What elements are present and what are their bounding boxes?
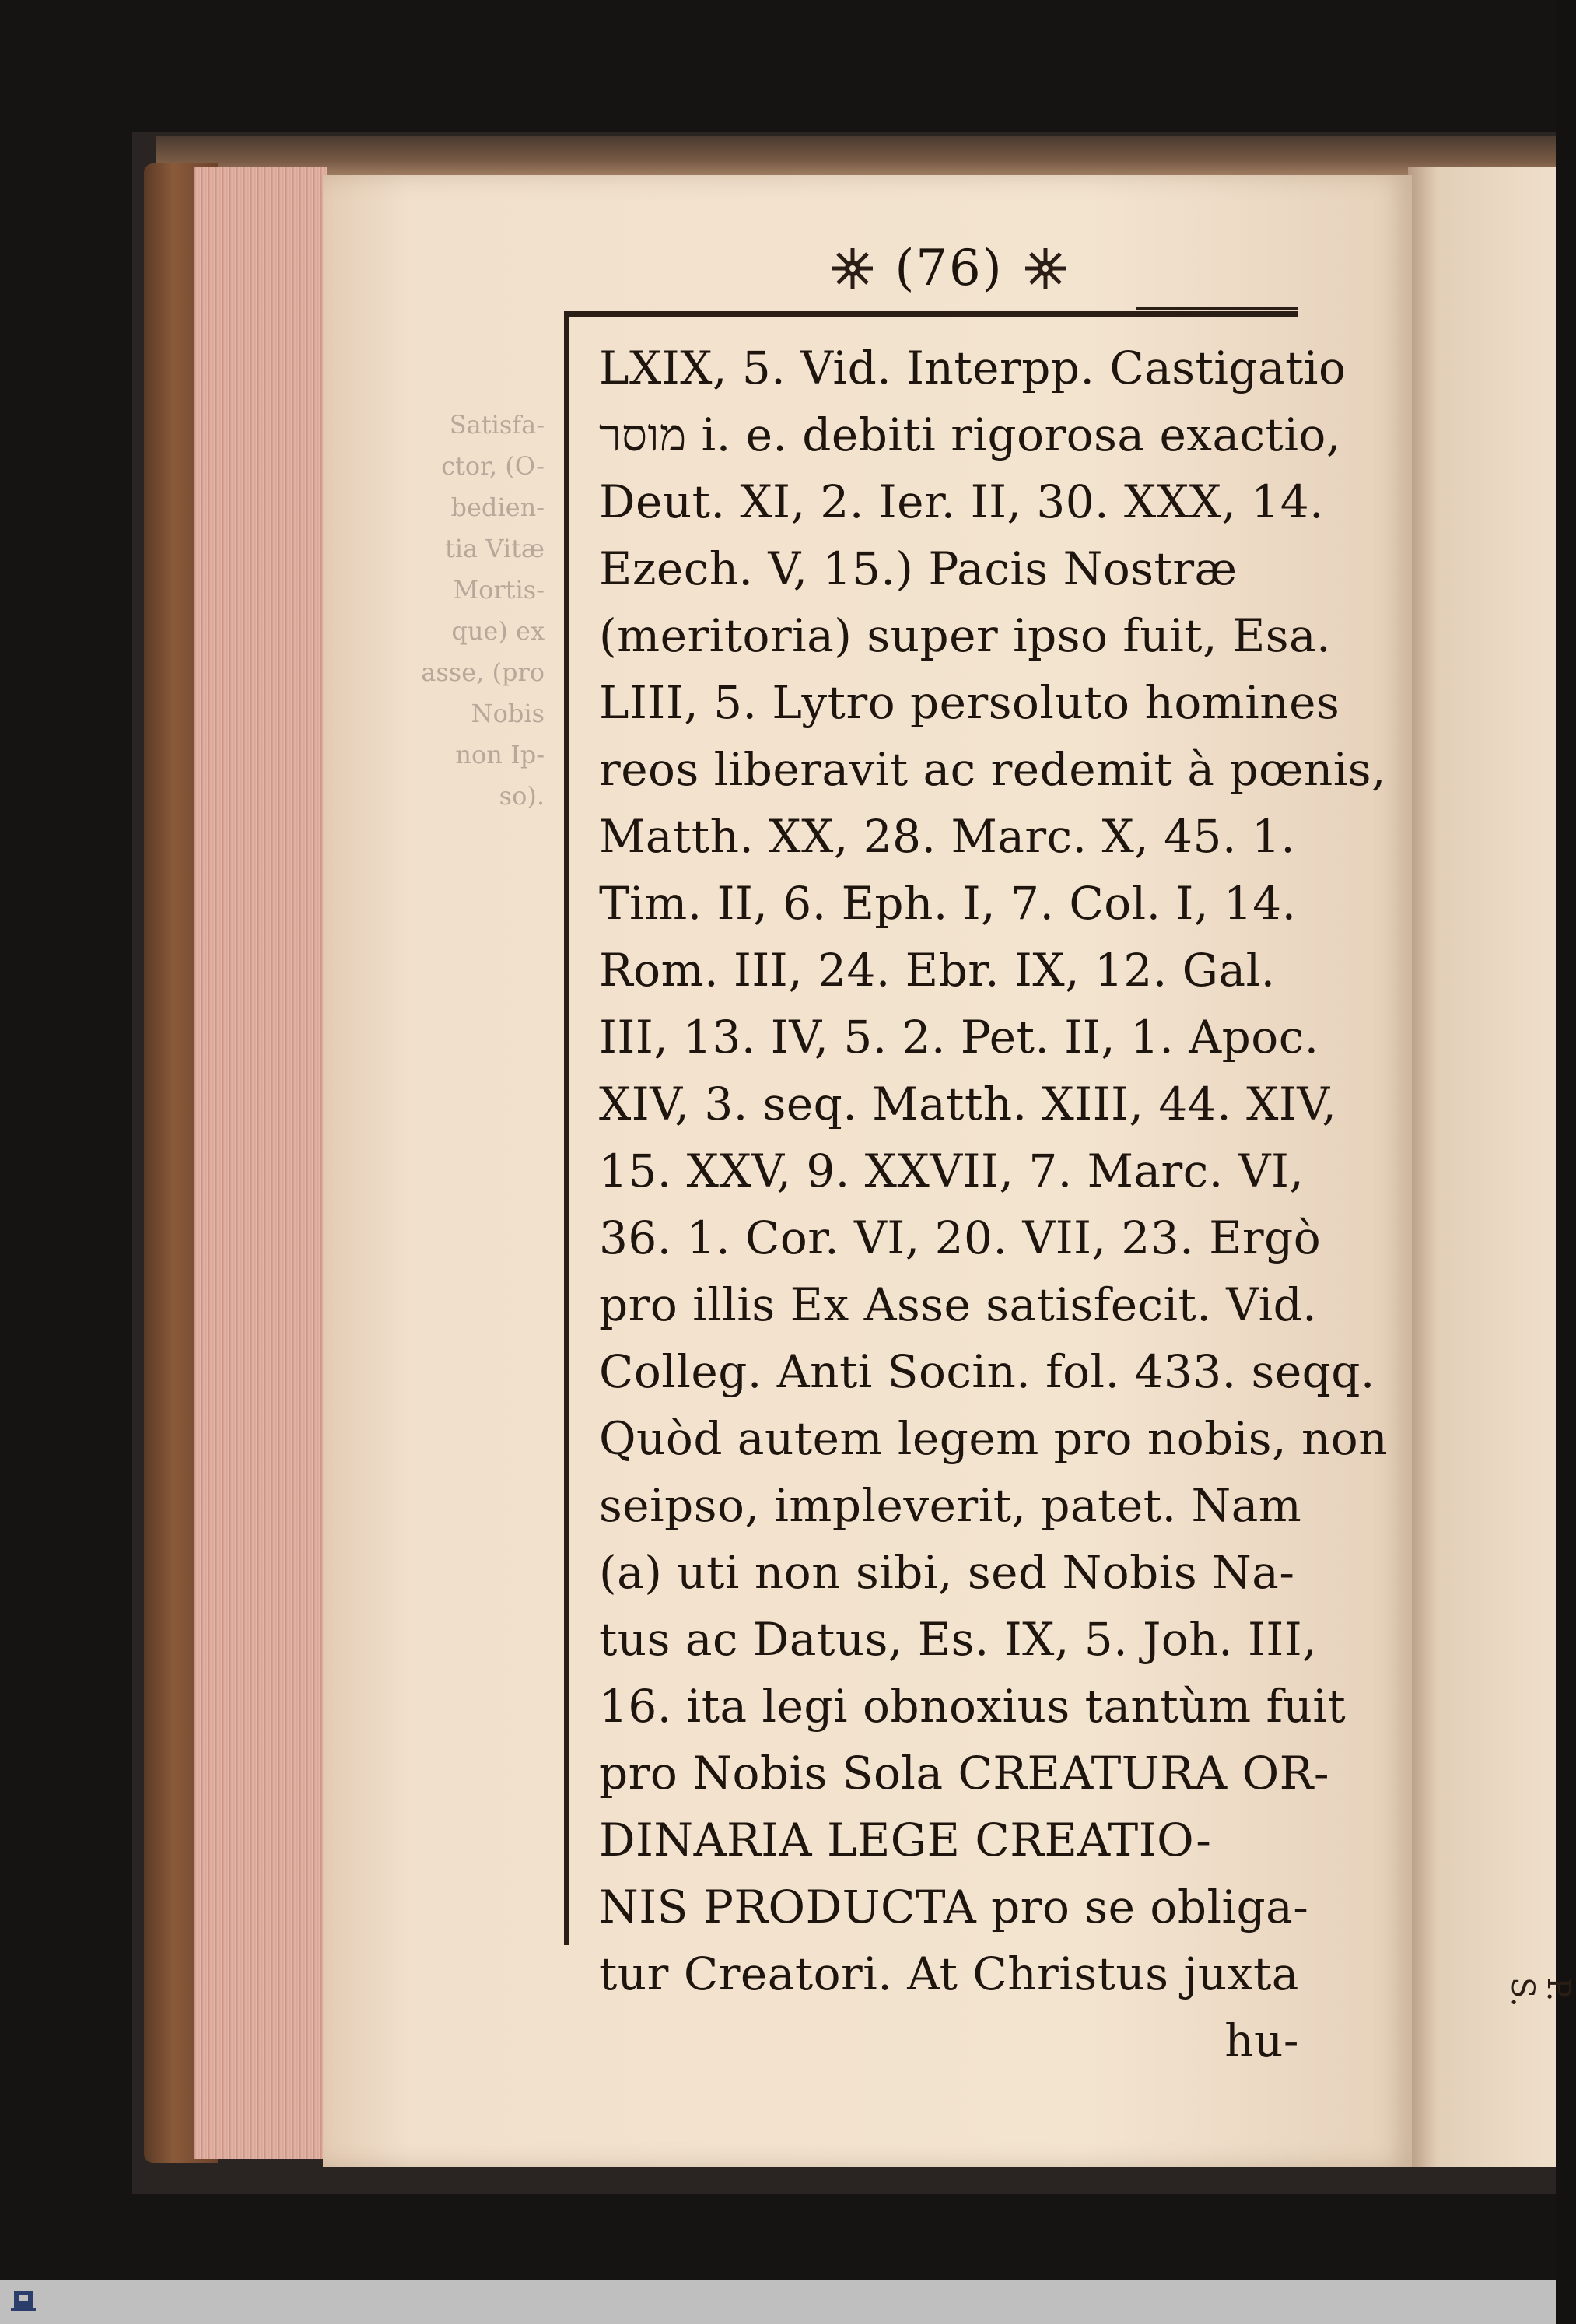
floral-ornament-icon bbox=[829, 245, 876, 292]
ghost-line: bedien- bbox=[450, 492, 545, 522]
text-line: LXIX, 5. Vid. Interpp. Castigatio bbox=[599, 342, 1347, 394]
text-line: Tim. II, 6. Eph. I, 7. Col. I, 14. bbox=[599, 877, 1297, 930]
margin-rule bbox=[564, 311, 569, 1945]
floral-ornament-icon bbox=[1022, 245, 1069, 292]
right-page-fragment: P. S. bbox=[1504, 1977, 1576, 2007]
ghost-line: non Ip- bbox=[455, 740, 545, 769]
text-line: 36. 1. Cor. VI, 20. VII, 23. Ergò bbox=[599, 1211, 1322, 1264]
ghost-line: que) ex bbox=[451, 616, 545, 646]
ghost-line: Satisfa- bbox=[449, 410, 545, 440]
text-line: III, 13. IV, 5. 2. Pet. II, 1. Apoc. bbox=[599, 1011, 1319, 1064]
header-rule bbox=[566, 311, 1298, 317]
header-rule-thick bbox=[1136, 307, 1298, 310]
text-line: (a) uti non sibi, sed Nobis Na- bbox=[599, 1546, 1295, 1599]
text-line: (meritoria) super ipso fuit, Esa. bbox=[599, 609, 1332, 662]
page-block-edge bbox=[194, 167, 327, 2159]
text-line: Deut. XI, 2. Ier. II, 30. XXX, 14. bbox=[599, 475, 1325, 528]
text-line: Colleg. Anti Socin. fol. 433. seqq. bbox=[599, 1345, 1375, 1398]
library-logo-icon bbox=[8, 2286, 39, 2317]
text-line: XIV, 3. seq. Matth. XIII, 44. XIV, bbox=[599, 1078, 1337, 1130]
text-line: 16. ita legi obnoxius tantùm fuit bbox=[599, 1680, 1347, 1733]
ghost-line: tia Vitæ bbox=[444, 534, 545, 563]
text-line: NIS PRODUCTA pro se obliga- bbox=[599, 1881, 1309, 1933]
text-line: tur Creatori. At Christus juxta bbox=[599, 1947, 1299, 2000]
right-page-edge bbox=[1408, 167, 1576, 2167]
text-line: Matth. XX, 28. Marc. X, 45. 1. bbox=[599, 810, 1296, 863]
text-line: pro Nobis Sola CREATURA OR- bbox=[599, 1747, 1329, 1800]
text-line: DINARIA LEGE CREATIO- bbox=[599, 1814, 1212, 1867]
page-header bbox=[786, 237, 1112, 300]
viewer-footer-bar bbox=[0, 2280, 1556, 2324]
ghost-line: Mortis- bbox=[453, 575, 545, 605]
catchword: hu- bbox=[1224, 2014, 1299, 2067]
book-top-edge bbox=[156, 136, 1556, 179]
ghost-line: so). bbox=[499, 781, 545, 811]
ghost-line: asse, (pro bbox=[421, 657, 545, 687]
text-line: seipso, impleverit, patet. Nam bbox=[599, 1479, 1302, 1532]
text-line: 15. XXV, 9. XXVII, 7. Marc. VI, bbox=[599, 1144, 1305, 1197]
body-text bbox=[599, 335, 1389, 2074]
ghost-line: Nobis bbox=[471, 699, 545, 728]
text-line: LIII, 5. Lytro persoluto homines bbox=[599, 676, 1340, 729]
ghost-line: ctor, (O- bbox=[441, 451, 545, 481]
text-line: reos liberavit ac redemit à pœnis, bbox=[599, 743, 1386, 796]
text-line: tus ac Datus, Es. IX, 5. Joh. III, bbox=[599, 1613, 1318, 1666]
text-line: Rom. III, 24. Ebr. IX, 12. Gal. bbox=[599, 944, 1276, 997]
text-line: מוסר i. e. debiti rigorosa exactio, bbox=[599, 408, 1341, 461]
show-through-text bbox=[366, 405, 545, 817]
text-line: Ezech. V, 15.) Pacis Nostræ bbox=[599, 542, 1238, 595]
text-line: Quòd autem legem pro nobis, non bbox=[599, 1412, 1389, 1465]
text-line: pro illis Ex Asse satisfecit. Vid. bbox=[599, 1278, 1318, 1331]
page-number: (76) bbox=[895, 240, 1003, 297]
